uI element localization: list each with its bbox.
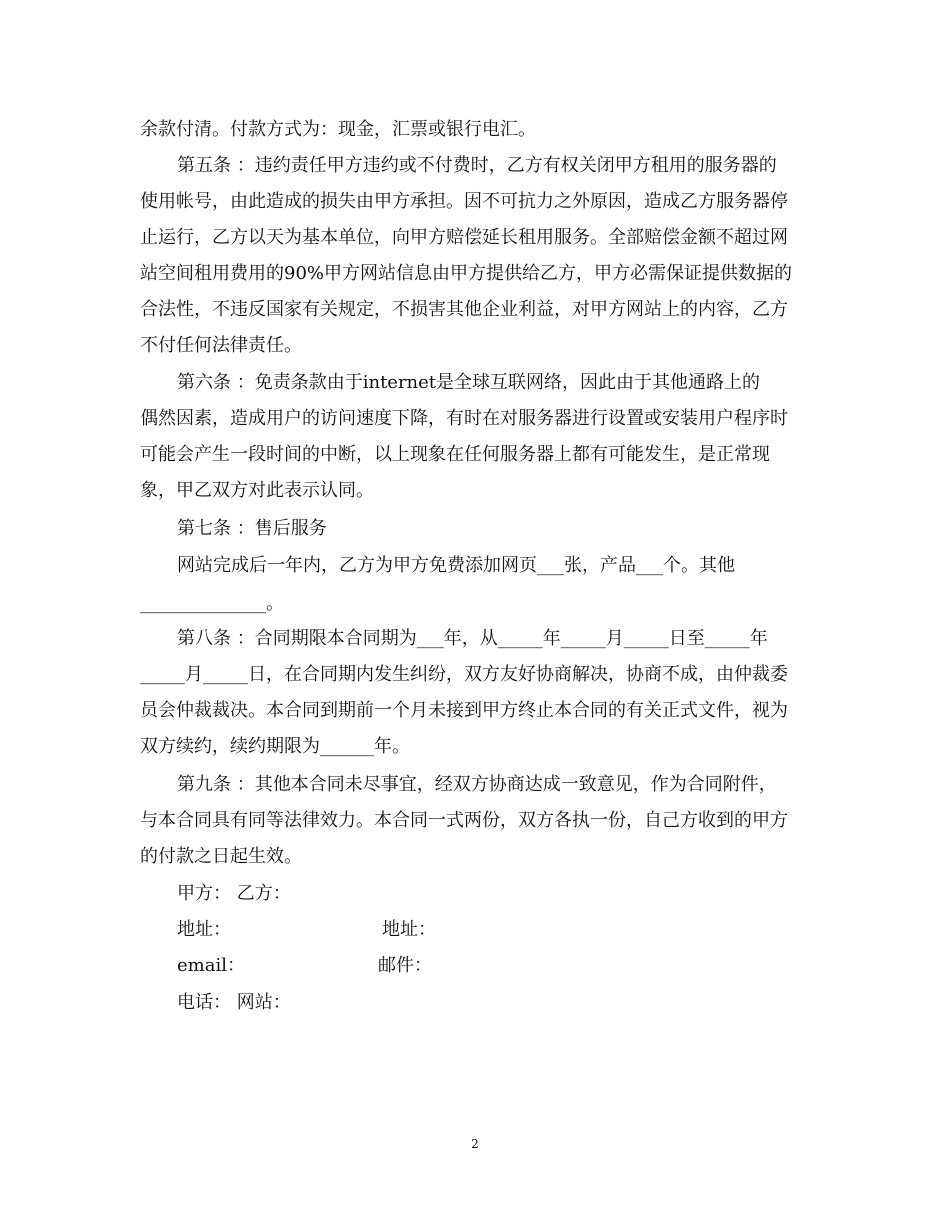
party-a-email-label: email： xyxy=(177,955,245,976)
contract-text-line: 余款付清。付款方式为：现金，汇票或银行电汇。 xyxy=(140,119,536,140)
party-b-address-label: 地址： xyxy=(382,919,436,940)
article-8-heading-line: 第八条 ：合同期限本合同期为___年，从_____年_____月_____日至_____年 xyxy=(177,628,768,649)
contract-text-line: 与本合同具有同等法律效力。本合同一式两份，双方各执一份，自己方收到的甲方 xyxy=(140,810,788,831)
contract-text-line: 使用帐号，由此造成的损失由甲方承担。因不可抗力之外原因，造成乙方服务器停 xyxy=(140,191,788,212)
article-6-heading-line: 第六条 ：免责条款由于internet是全球互联网络，因此由于其他通路上的 xyxy=(177,372,761,393)
party-a-address-label: 地址： xyxy=(177,919,231,940)
page-number: 2 xyxy=(471,1137,479,1151)
contract-text-line: 偶然因素，造成用户的访问速度下降，有时在对服务器进行设置或安装用户程序时 xyxy=(140,408,788,429)
contract-text-line: 止运行，乙方以天为基本单位，向甲方赔偿延长租用服务。全部赔偿金额不超过网 xyxy=(140,227,788,248)
phone-website-labels: 电话： 网站： xyxy=(177,992,291,1013)
contract-text-line: 网站完成后一年内，乙方为甲方免费添加网页___张，产品___个。其他 xyxy=(177,555,735,576)
article-5-heading-line: 第五条 ：违约责任甲方违约或不付费时，乙方有权关闭甲方租用的服务器的 xyxy=(177,155,777,176)
contract-text-line: 不付任何法律责任。 xyxy=(140,335,302,356)
contract-text-line: 员会仲裁裁决。本合同到期前一个月未接到甲方终止本合同的有关正式文件，视为 xyxy=(140,700,788,721)
article-9-heading-line: 第九条 ：其他本合同未尽事宜，经双方协商达成一致意见，作为合同附件， xyxy=(177,774,777,795)
contract-text-line: 象，甲乙双方对此表示认同。 xyxy=(140,480,374,501)
article-7-heading-line: 第七条 ：售后服务 xyxy=(177,518,327,539)
contract-text-line: 可能会产生一段时间的中断，以上现象在任何服务器上都有可能发生，是正常现 xyxy=(140,444,770,465)
contract-text-line: 双方续约，续约期限为______年。 xyxy=(140,736,410,757)
party-b-mail-label: 邮件： xyxy=(378,955,432,976)
contract-text-line: ______________。 xyxy=(140,593,284,614)
contract-text-line: 站空间租用费用的90%甲方网站信息由甲方提供给乙方，甲方必需保证提供数据的 xyxy=(140,263,793,284)
contract-text-line: 的付款之日起生效。 xyxy=(140,846,302,867)
party-labels: 甲方： 乙方： xyxy=(177,883,291,904)
contract-text-line: 合法性，不违反国家有关规定，不损害其他企业利益，对甲方网站上的内容，乙方 xyxy=(140,299,788,320)
contract-text-line: _____月_____日，在合同期内发生纠纷，双方友好协商解决，协商不成，由仲裁委 xyxy=(140,664,788,685)
